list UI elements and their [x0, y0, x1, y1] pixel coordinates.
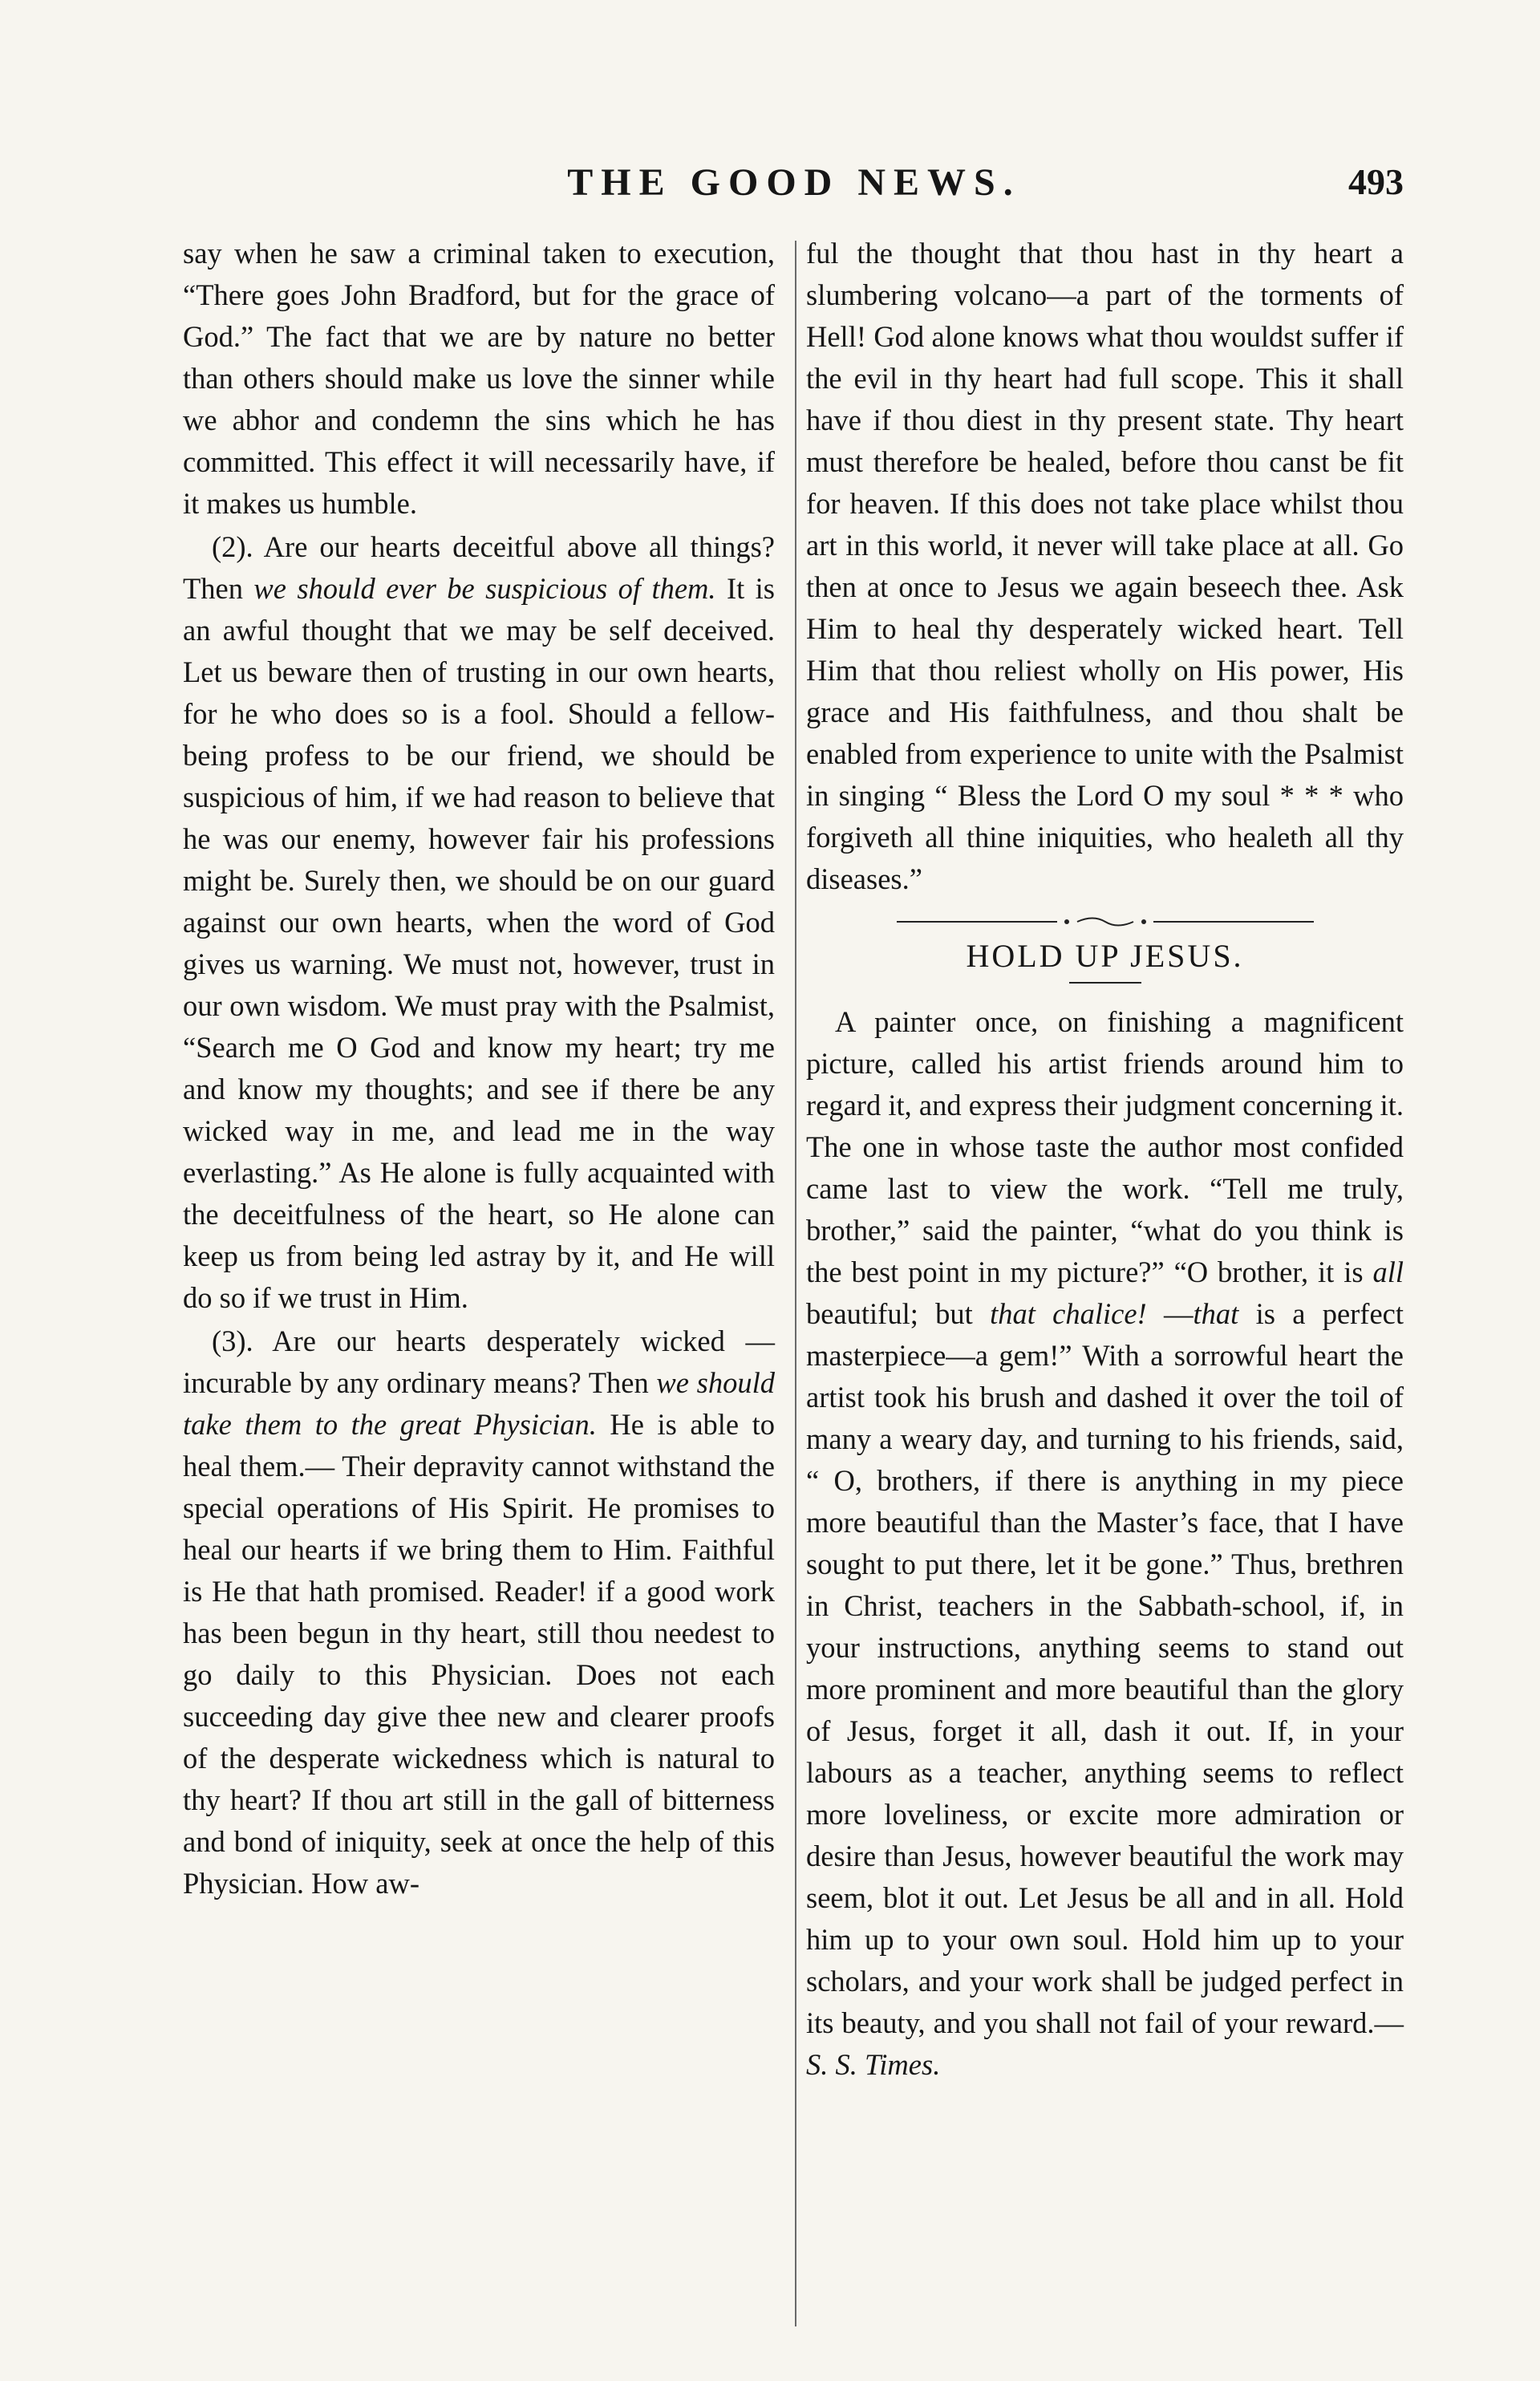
left-paragraph-1: say when he saw a criminal taken to execution, “There goes John Bradford, but for the grace of God.” The fact that we are by nature no better than others should make us love the sinner while we abhor and condemn the sins which he has committed. This effect it will necessarily have, if it makes us humble.: [183, 237, 775, 520]
page-number: 493: [1348, 161, 1404, 202]
running-head: [184, 160, 1404, 217]
column-divider: [795, 241, 796, 2326]
running-title: THE GOOD NEWS.: [567, 161, 1021, 204]
left-paragraph-3: [183, 1320, 775, 1904]
right-paragraph-2-em-chalice: that chalice!: [990, 1297, 1147, 1330]
left-paragraph-3-rest: He is able to heal them.— Their depravity cannot withstand the special operations of His Spirit. He promises to heal our hearts if we bring them to Him. Faithful is He that hath promised. Reader! if a good work has been begun in thy heart, still thou needest to go daily to this Physician. Does not each succeeding day give thee new and clearer proofs of the desperate wickedness which is natural to thy heart? If thou art still in the gall of bitterness and bond of iniquity, seek at once the help of this Physician. How aw-: [183, 1408, 775, 1900]
right-paragraph-1: ful the thought that thou hast in thy heart a slumbering volcano—a part of the torments of Hell! God alone knows what thou wouldst suffer if the evil in thy heart had full scope. This it shall have if thou diest in thy present state. Thy heart must therefore be healed, before thou canst be fit for heaven. If this does not take place whilst thou art in this world, it never will take place at all. Go then at once to Jesus we again beseech thee. Ask Him to heal thy desperately wicked heart. Tell Him that thou reliest wholly on His power, His grace and His faithfulness, and thou shalt be enabled from experience to unite with the Psalmist in singing “ Bless the Lord O my soul * * * who forgiveth all thine iniquities, who healeth all thy diseases.”: [806, 237, 1404, 895]
section-heading: HOLD UP JESUS.: [966, 938, 1244, 974]
left-column: [183, 233, 775, 1906]
left-paragraph-2: [183, 526, 775, 1319]
right-paragraph-2-a: A painter once, on finishing a magnificent picture, called his artist friends around him to regard it, and express their judgment concerning it. The one in whose taste the author most confided came last to view the work. “Tell me truly, brother,” said the painter, “what do you think is the best point in my picture?” “O brother, it is: [806, 1005, 1404, 1288]
right-paragraph-2: [806, 1001, 1404, 2086]
right-paragraph-2-em-all: all: [1372, 1255, 1404, 1288]
right-paragraph-2-em-that: that: [1193, 1297, 1239, 1330]
right-paragraph-2-d: is a perfect masterpiece—a gem!” With a sorrowful heart the artist took his brush and dashed it over the toil of many a weary day, and turning to his friends, said, “ O, brothers, if there is anything in my piece more beautiful than the Master’s face, that I have sought to put there, let it be gone.” Thus, brethren in Christ, teachers in the Sabbath-school, if, in your instructions, anything seems to stand out more prominent and more beautiful than the glory of Jesus, forget it all, dash it out. If, in your labours as a teacher, anything seems to reflect more loveliness, or excite more admiration or desire than Jesus, however beautiful the work may seem, blot it out. Let Jesus be all and in all. Hold him up to your own soul. Hold him up to your scholars, and your work shall be judged perfect in its beauty, and you shall not fail of your reward.—: [806, 1297, 1404, 2039]
right-paragraph-2-c: —: [1146, 1297, 1194, 1330]
right-paragraph-2-b: beautiful; but: [806, 1297, 991, 1330]
right-column: [806, 233, 1404, 2087]
left-paragraph-3-emphasis: we should take them to the great Physician.: [183, 1366, 775, 1441]
left-paragraph-2-intro: (2). Are our hearts deceitful above all things? Then: [183, 530, 775, 605]
source-signature: S. S. Times.: [806, 2048, 941, 2081]
heading-rule: [1069, 982, 1141, 984]
left-paragraph-2-rest: It is an awful thought that we may be self deceived. Let us beware then of trusting in our own hearts, for he who does so is a fool. Should a fellow-being profess to be our friend, we should be suspicious of him, if we had reason to believe that he was our enemy, however fair his professions might be. Surely then, we should be on our guard against our own hearts, when the word of God gives us warning. We must not, however, trust in our own wisdom. We must pray with the Psalmist, “Search me O God and know my heart; try me and know my thoughts; and see if there be any wicked way in me, and lead me in the way everlasting.” As He alone is fully acquainted with the deceitfulness of the heart, so He alone can keep us from being led astray by it, and He will do so if we trust in Him.: [183, 572, 775, 1314]
section-ornament: [897, 916, 1314, 927]
left-paragraph-2-emphasis: we should ever be suspicious of them.: [253, 572, 716, 605]
left-paragraph-3-intro: (3). Are our hearts desperately wicked —incurable by any ordinary means? Then: [183, 1324, 775, 1399]
